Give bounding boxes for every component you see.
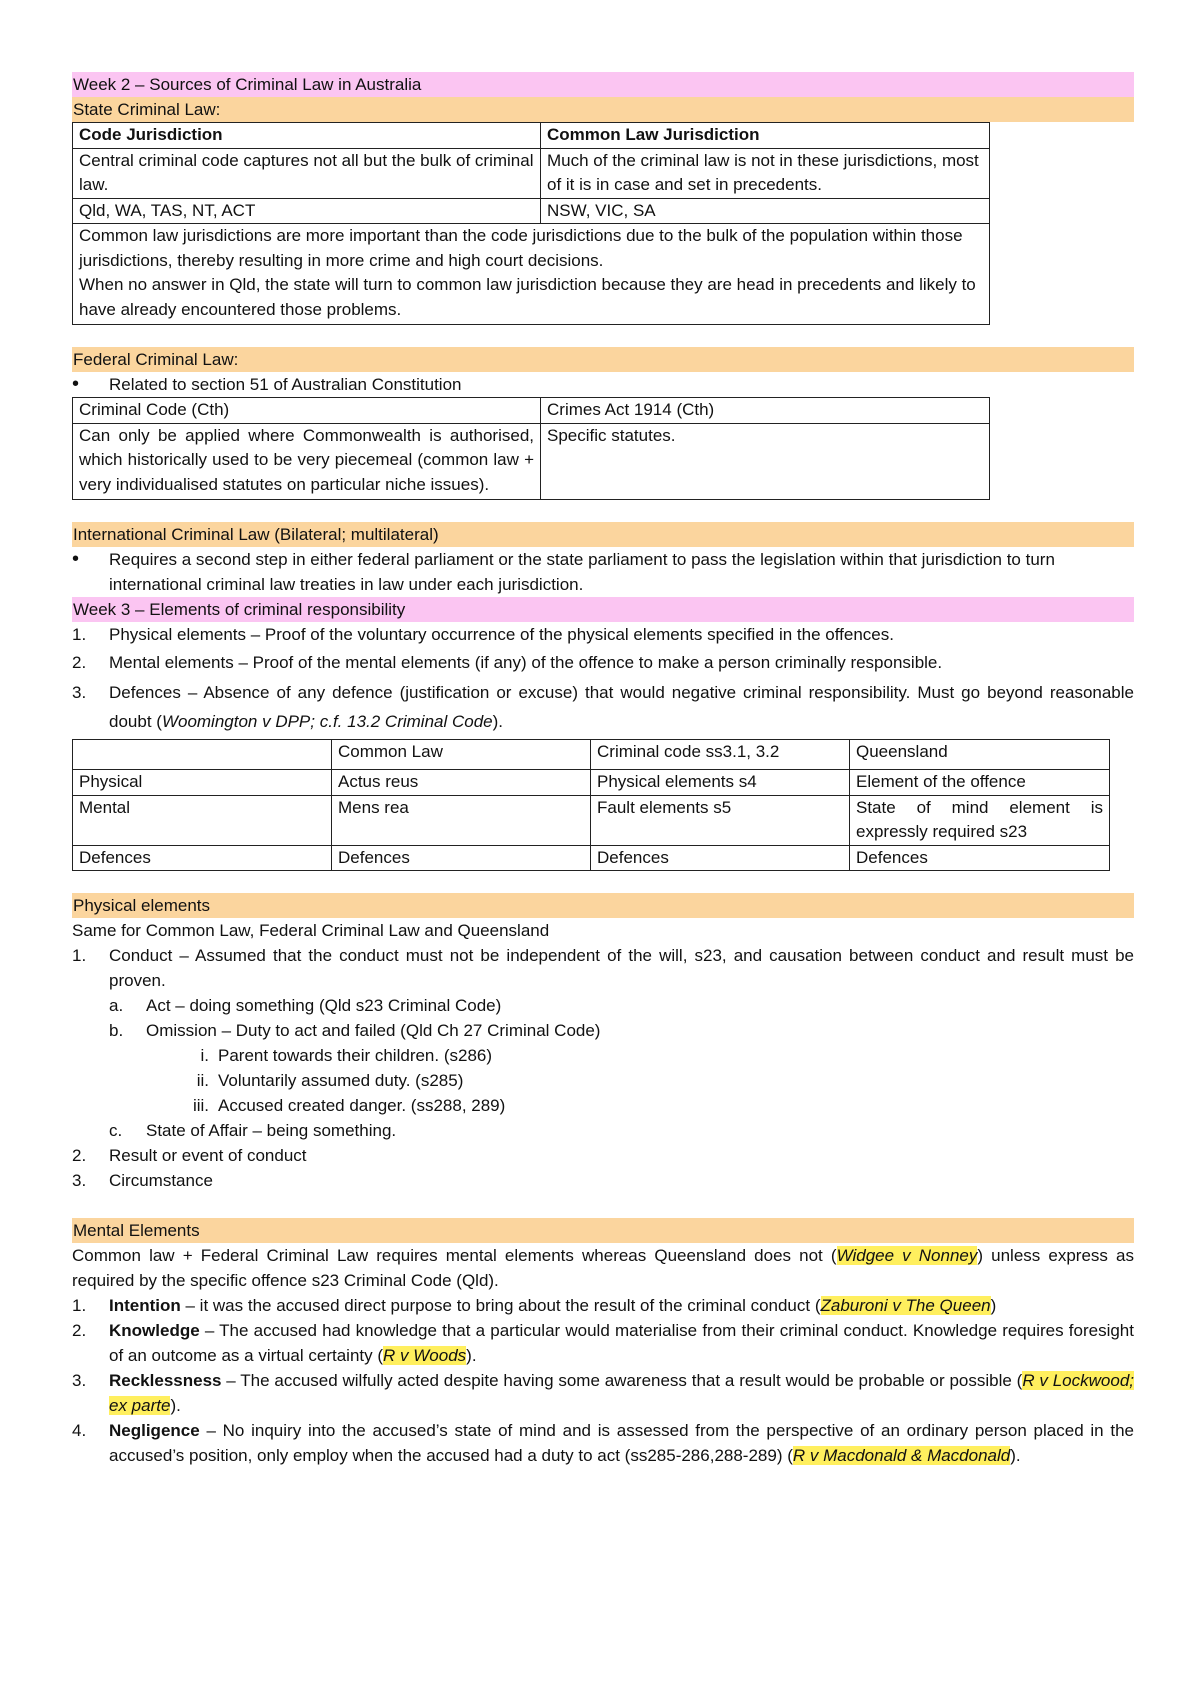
- international-criminal-law-heading: International Criminal Law (Bilateral; multilateral): [72, 522, 1134, 547]
- list-item: 3. Recklessness – The accused wilfully acted despite having some awareness that a result would be probable or possible (R v Lockwood; ex parte).: [72, 1371, 1134, 1415]
- week3-title: Week 3 – Elements of criminal responsibility: [72, 597, 1134, 622]
- table-header-cell: Common Law: [332, 740, 591, 770]
- table-header-cell: Criminal code ss3.1, 3.2: [591, 740, 850, 770]
- mental-elements-intro: Common law + Federal Criminal Law requires mental elements whereas Queensland does not (Widgee v Nonney) unless express as required by the specific offence s23 Criminal Code (Qld).: [72, 1246, 1134, 1290]
- table-row: [73, 123, 990, 149]
- physical-elements-heading: Physical elements: [72, 893, 1134, 918]
- list-item: 1. Physical elements – Proof of the voluntary occurrence of the physical elements specified in the offences.: [72, 625, 894, 644]
- table-row: [73, 770, 1110, 796]
- list-item: • Related to section 51 of Australian Constitution: [72, 372, 1134, 397]
- table-cell: Central criminal code captures not all but the bulk of criminal law.: [73, 148, 541, 198]
- table-cell: Mental: [73, 795, 332, 845]
- case-citation: R v Macdonald & Macdonald: [792, 1446, 1011, 1465]
- list-item: i. Parent towards their children. (s286): [200, 1046, 493, 1065]
- conduct-sublist: [109, 993, 1134, 1143]
- omission-duty-list: [183, 1043, 1134, 1118]
- table-row: [73, 224, 990, 325]
- list-item: 2. Knowledge – The accused had knowledge that a particular would materialise from their criminal conduct. Knowledge requires foresight of an outcome as a virtual certainty (R v Woods).: [72, 1321, 1134, 1365]
- table-cell: Fault elements s5: [591, 795, 850, 845]
- case-citation: Zaburoni v The Queen: [820, 1296, 991, 1315]
- elements-list: [72, 622, 1134, 736]
- table-cell: Defences: [73, 845, 332, 871]
- table-row: [73, 398, 990, 424]
- table-cell: Actus reus: [332, 770, 591, 796]
- physical-elements-list-rest: [72, 1143, 1134, 1193]
- state-jurisdiction-table: [72, 122, 990, 325]
- international-bullet-list: [72, 547, 1134, 597]
- list-item: 1. Intention – it was the accused direct purpose to bring about the result of the criminal conduct (Zaburoni v The Queen): [72, 1296, 997, 1315]
- table-cell: Physical: [73, 770, 332, 796]
- list-item: 1. Conduct – Assumed that the conduct must not be independent of the will, s23, and causation between conduct and result must be proven.: [72, 946, 1134, 990]
- table-header-cell: [73, 740, 332, 770]
- table-row: [73, 740, 1110, 770]
- list-item: b. Omission – Duty to act and failed (Qld Ch 27 Criminal Code) i. Parent towards their children. (s286) ii. Voluntarily assumed duty. (s285) iii. Accused created danger. (ss288, 289): [109, 1018, 1134, 1118]
- table-row: [73, 845, 1110, 871]
- federal-bullet-list: [72, 372, 1134, 397]
- table-cell: Specific statutes.: [541, 423, 990, 500]
- list-item: 2. Mental elements – Proof of the mental elements (if any) of the offence to make a person criminally responsible.: [72, 653, 943, 672]
- table-cell: State of mind element is expressly required s23: [850, 795, 1110, 845]
- jurisdiction-note-1: Common law jurisdictions are more important than the code jurisdictions due to the bulk of the population within those jurisdictions, thereby resulting in more crime and high court decisions.: [79, 226, 963, 270]
- common-law-jurisdiction-header: Common Law Jurisdiction: [547, 125, 760, 144]
- list-item: iii. Accused created danger. (ss288, 289): [192, 1096, 506, 1115]
- list-item: ii. Voluntarily assumed duty. (s285): [196, 1071, 464, 1090]
- mental-elements-list: [72, 1293, 1134, 1468]
- table-cell: Defences: [332, 845, 591, 871]
- mental-elements-heading: Mental Elements: [72, 1218, 1134, 1243]
- jurisdiction-note-2: When no answer in Qld, the state will turn to common law jurisdiction because they are head in precedents and likely to have already encountered those problems.: [79, 275, 976, 319]
- physical-elements-list: [72, 943, 1134, 993]
- state-criminal-law-heading: State Criminal Law:: [72, 97, 1134, 122]
- case-citation: Woomington v DPP; c.f. 13.2 Criminal Code: [161, 712, 493, 731]
- table-row: [73, 198, 990, 224]
- table-row: [73, 795, 1110, 845]
- week2-title: Week 2 – Sources of Criminal Law in Australia: [72, 72, 1134, 97]
- physical-elements-intro: Same for Common Law, Federal Criminal Law and Queensland: [72, 921, 550, 940]
- case-citation: R v Lockwood; ex parte: [109, 1371, 1134, 1415]
- list-item: c. State of Affair – being something.: [109, 1121, 397, 1140]
- crimes-act-header: Crimes Act 1914 (Cth): [541, 398, 990, 424]
- table-cell: Mens rea: [332, 795, 591, 845]
- table-cell: Physical elements s4: [591, 770, 850, 796]
- table-cell: Can only be applied where Commonwealth is authorised, which historically used to be very piecemeal (common law + very individualised statutes on particular niche issues).: [73, 423, 541, 500]
- code-jurisdiction-header: Code Jurisdiction: [79, 125, 223, 144]
- elements-comparison-table: [72, 739, 1110, 871]
- case-citation: Widgee v Nonney: [836, 1246, 978, 1265]
- case-citation: R v Woods: [383, 1346, 467, 1365]
- table-row: [73, 423, 990, 500]
- list-item: 4. Negligence – No inquiry into the accused’s state of mind and is assessed from the perspective of an ordinary person placed in the accused’s position, only employ when the accused had a duty to act (ss285-286,288-289) (R v Macdonald & Macdonald).: [72, 1421, 1134, 1465]
- list-item: 3. Circumstance: [72, 1171, 213, 1190]
- federal-criminal-law-heading: Federal Criminal Law:: [72, 347, 1134, 372]
- table-cell: Element of the offence: [850, 770, 1110, 796]
- list-item: 3. Defences – Absence of any defence (justification or excuse) that would negative criminal responsibility. Must go beyond reasonable doubt (Woomington v DPP; c.f. 13.2 Criminal Code).: [72, 683, 1134, 731]
- table-row: [73, 148, 990, 198]
- code-states-cell: Qld, WA, TAS, NT, ACT: [73, 198, 541, 224]
- table-header-cell: Queensland: [850, 740, 1110, 770]
- table-cell: Defences: [591, 845, 850, 871]
- list-item: a. Act – doing something (Qld s23 Criminal Code): [109, 996, 502, 1015]
- table-cell: Defences: [850, 845, 1110, 871]
- table-cell: Much of the criminal law is not in these jurisdictions, most of it is in case and set in precedents.: [541, 148, 990, 198]
- document-content: [72, 72, 1134, 1468]
- list-item: • Requires a second step in either federal parliament or the state parliament to pass the legislation within that jurisdiction to turn international criminal law treaties in law under each jurisdiction.: [72, 547, 1134, 597]
- common-law-states-cell: NSW, VIC, SA: [541, 198, 990, 224]
- federal-law-table: [72, 397, 990, 500]
- list-item: 2. Result or event of conduct: [72, 1146, 307, 1165]
- jurisdiction-note-cell: [73, 224, 990, 325]
- criminal-code-cth-header: Criminal Code (Cth): [73, 398, 541, 424]
